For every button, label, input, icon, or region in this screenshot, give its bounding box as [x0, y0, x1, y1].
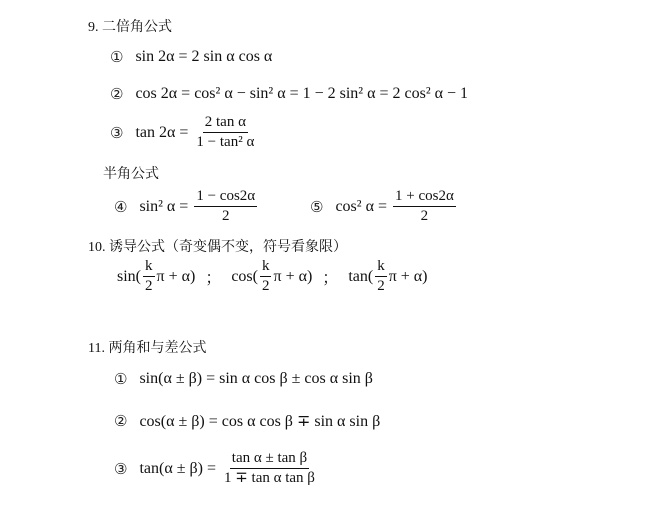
fraction-denominator: 2: [261, 278, 270, 295]
formula-10: [117, 258, 428, 296]
pi-plus-alpha: π + α): [273, 267, 313, 285]
fraction-numerator: k: [143, 258, 155, 277]
fraction-k-over-2: [260, 258, 272, 296]
fraction: [222, 450, 317, 488]
formula-11-3: [114, 450, 317, 488]
formula-lhs: tan 2α =: [135, 123, 189, 141]
item-number: ①: [110, 48, 124, 66]
formula-9-3: [110, 114, 256, 152]
formula-9-1: [110, 48, 272, 66]
fraction-denominator: 1 − tan² α: [196, 134, 255, 151]
formula-lhs: tan(α ± β) =: [139, 459, 216, 477]
formula-9-5: [310, 188, 456, 226]
formula-lhs: sin² α =: [139, 197, 189, 215]
fraction-denominator: 2: [221, 208, 230, 225]
fraction-denominator: 2: [420, 208, 429, 225]
fraction-k-over-2: [143, 258, 155, 296]
separator: ；: [322, 270, 339, 288]
fraction-numerator: tan α ± tan β: [230, 450, 309, 469]
tan-open: tan(: [348, 267, 374, 285]
fraction: [393, 188, 456, 226]
formula-9-2: [110, 85, 468, 103]
item-number: ②: [110, 85, 124, 103]
pi-plus-alpha: π + α): [388, 267, 428, 285]
fraction: [194, 188, 257, 226]
item-number: ②: [114, 412, 128, 430]
fraction-denominator: 2: [377, 278, 385, 295]
half-angle-title: 半角公式: [103, 167, 159, 182]
item-number: ③: [110, 123, 124, 142]
formula-text: sin(α ± β) = sin α cos β ± cos α sin β: [139, 370, 373, 387]
section-9-title: 9. 二倍角公式: [88, 20, 172, 35]
formula-9-4: [114, 188, 257, 226]
formula-text: cos 2α = cos² α − sin² α = 1 − 2 sin² α = 2 cos² α − 1: [135, 85, 469, 102]
item-number: ①: [114, 370, 128, 388]
fraction: [194, 114, 256, 152]
fraction-numerator: 1 + cos2α: [393, 188, 456, 207]
separator: ；: [205, 270, 222, 288]
formula-11-1: [114, 370, 373, 388]
pi-plus-alpha: π + α): [156, 267, 196, 285]
fraction-denominator: 2: [145, 278, 153, 295]
fraction-k-over-2: [375, 258, 387, 296]
section-10-title: 10. 诱导公式（奇变偶不变，符号看象限）: [88, 240, 347, 255]
formula-11-2: [114, 411, 380, 431]
item-number: ③: [114, 459, 128, 478]
fraction-numerator: k: [375, 258, 387, 277]
item-number: ④: [114, 197, 128, 216]
formula-text: sin 2α = 2 sin α cos α: [135, 48, 273, 65]
section-11-title: 11. 两角和与差公式: [88, 341, 207, 356]
fraction-denominator: 1 ∓ tan α tan β: [223, 470, 315, 487]
formula-text: cos(α ± β) = cos α cos β ∓ sin α sin β: [139, 413, 381, 430]
item-number: ⑤: [310, 197, 324, 216]
fraction-numerator: 2 tan α: [203, 114, 248, 133]
fraction-numerator: 1 − cos2α: [194, 188, 257, 207]
fraction-numerator: k: [260, 258, 272, 277]
cos-open: cos(: [231, 267, 258, 285]
formula-lhs: cos² α =: [335, 197, 387, 215]
sin-open: sin(: [117, 267, 141, 285]
